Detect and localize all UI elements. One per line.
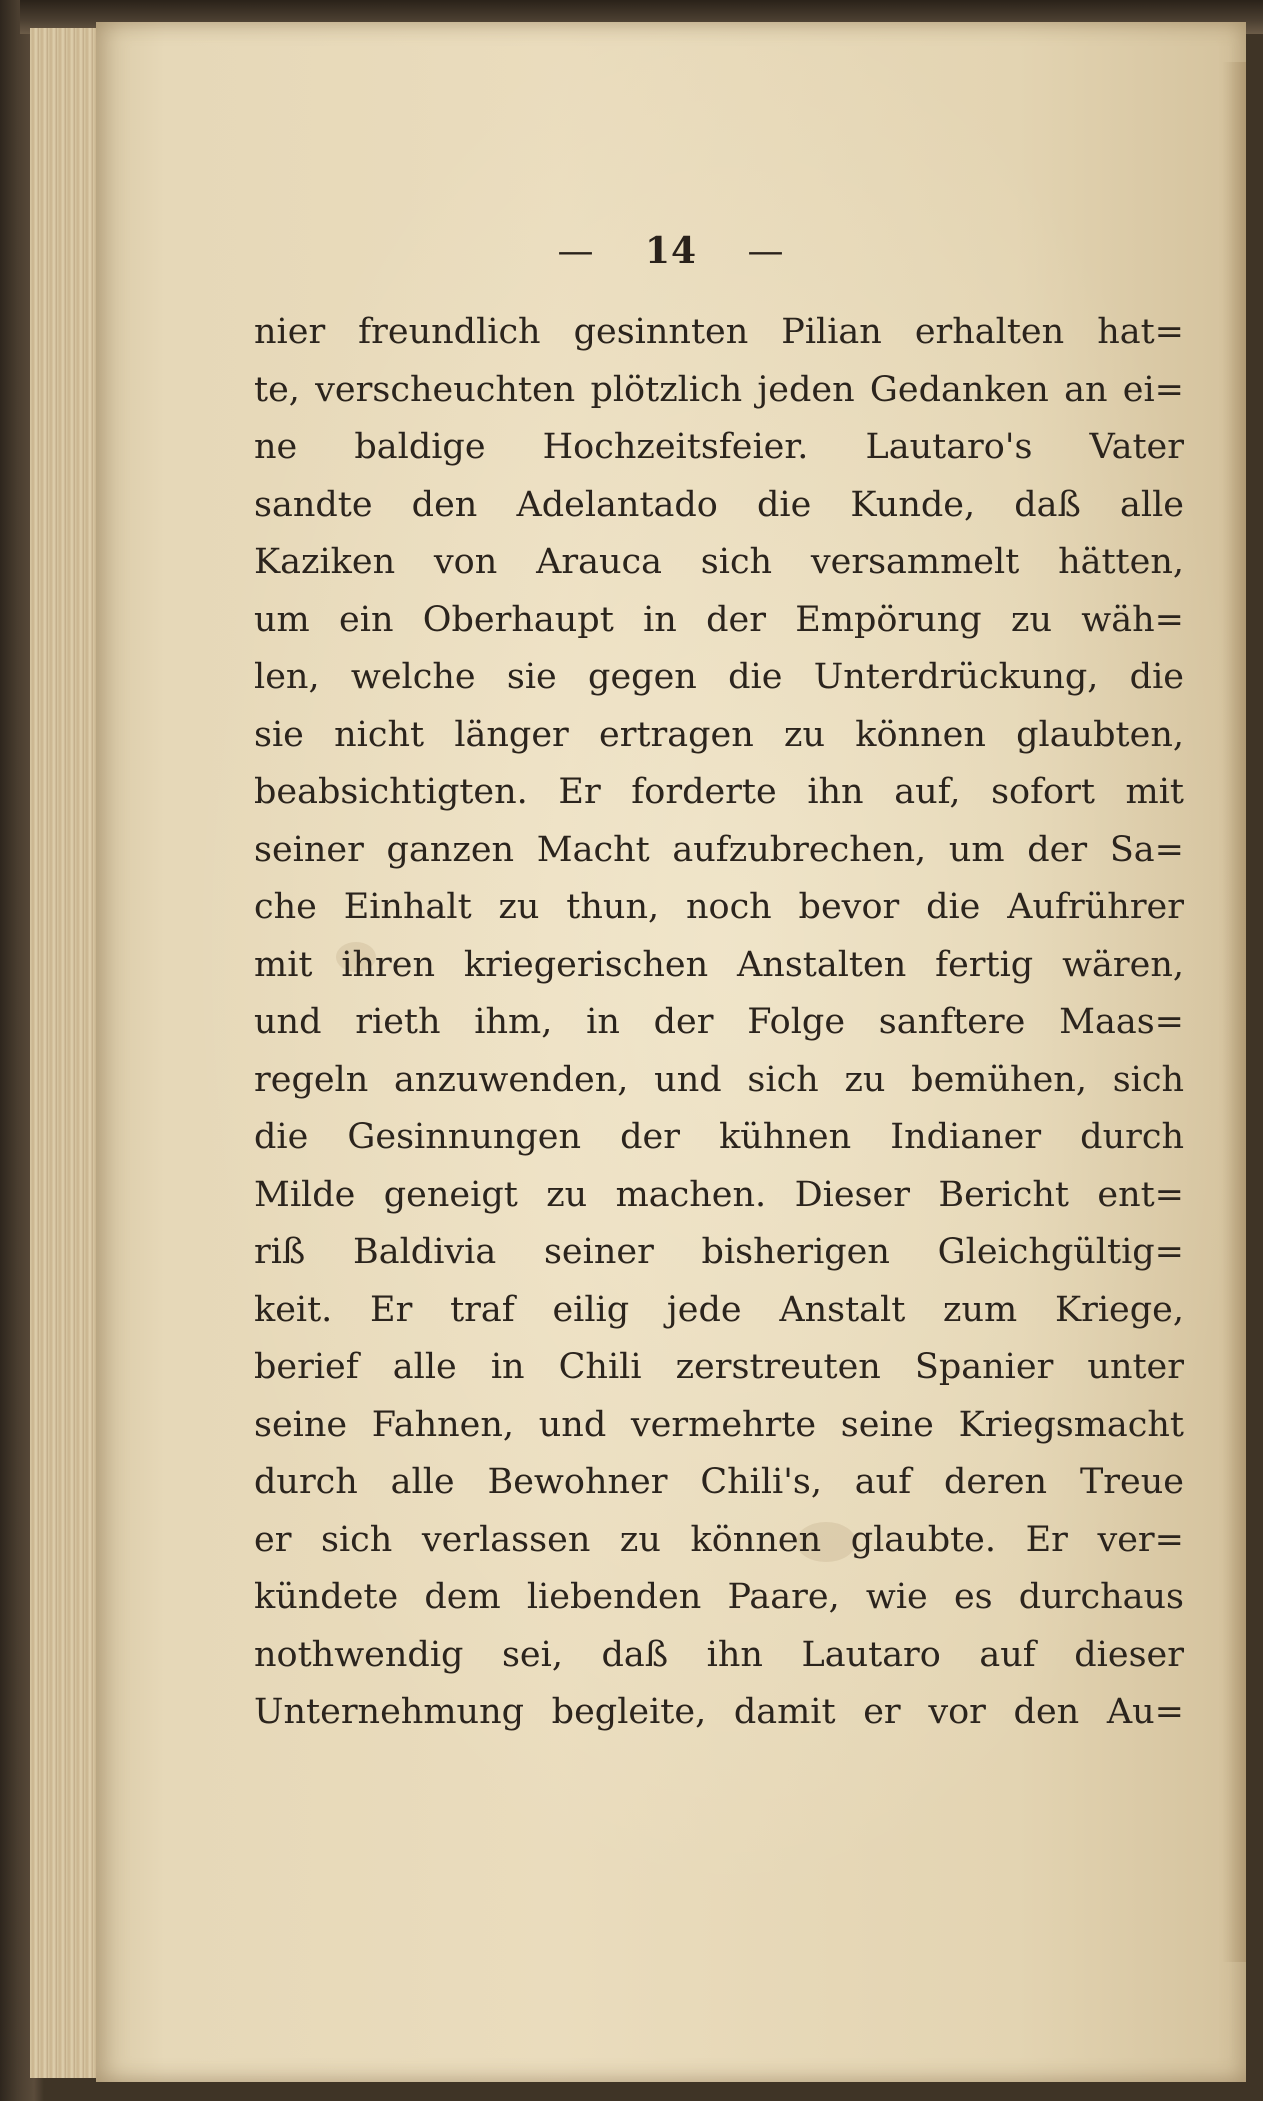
text-line: Unternehmung begleite, damit er vor den Au= [254, 1692, 1184, 1732]
text-line: ne baldige Hochzeitsfeier. Lautaro's Vater [254, 427, 1184, 467]
text-line: te, verscheuchten plötzlich jeden Gedanken an ei= [254, 369, 1184, 410]
text-line: Kaziken von Arauca sich versammelt hätten, [254, 542, 1184, 582]
text-line: kündete dem liebenden Paare, wie es durchaus [254, 1577, 1184, 1617]
text-line: mit ihren kriegerischen Anstalten fertig wären, [254, 944, 1184, 985]
text-line: berief alle in Chili zerstreuten Spanier unter [254, 1347, 1184, 1387]
header-dash-right: — [747, 231, 785, 272]
text-line: die Gesinnungen der kühnen Indianer durch [254, 1117, 1184, 1157]
text-line: beabsichtigten. Er forderte ihn auf, sofort mit [254, 772, 1184, 812]
text-line: nier freundlich gesinnten Pilian erhalten hat= [254, 312, 1184, 352]
text-line: und rieth ihm, in der Folge sanftere Maas= [254, 1002, 1184, 1042]
text-line: seine Fahnen, und vermehrte seine Kriegsmacht [254, 1404, 1184, 1445]
page-header [96, 230, 1246, 272]
body-text [254, 304, 1184, 1742]
text-line: regeln anzuwenden, und sich zu bemühen, sich [254, 1059, 1184, 1100]
text-line: keit. Er traf eilig jede Anstalt zum Kriege, [254, 1289, 1184, 1330]
text-line: durch alle Bewohner Chili's, auf deren Treue [254, 1462, 1184, 1502]
header-dash-left: — [557, 231, 595, 272]
text-line: che Einhalt zu thun, noch bevor die Aufrührer [254, 887, 1184, 927]
text-line: len, welche sie gegen die Unterdrückung, die [254, 657, 1184, 697]
book-page [96, 22, 1246, 2082]
text-line: Milde geneigt zu machen. Dieser Bericht ent= [254, 1174, 1184, 1215]
text-line: er sich verlassen zu können glaubte. Er ver= [254, 1519, 1184, 1560]
text-line: nothwendig sei, daß ihn Lautaro auf dieser [254, 1634, 1184, 1675]
text-line: sandte den Adelantado die Kunde, daß alle [254, 484, 1184, 525]
text-line: um ein Oberhaupt in der Empörung zu wäh= [254, 599, 1184, 640]
text-line: seiner ganzen Macht aufzubrechen, um der Sa= [254, 829, 1184, 870]
text-line: sie nicht länger ertragen zu können glaubten, [254, 714, 1184, 755]
text-line: riß Baldivia seiner bisherigen Gleichgültig= [254, 1232, 1184, 1272]
page-gutter-shadow [1222, 62, 1246, 1962]
page-number: 14 [644, 230, 698, 272]
